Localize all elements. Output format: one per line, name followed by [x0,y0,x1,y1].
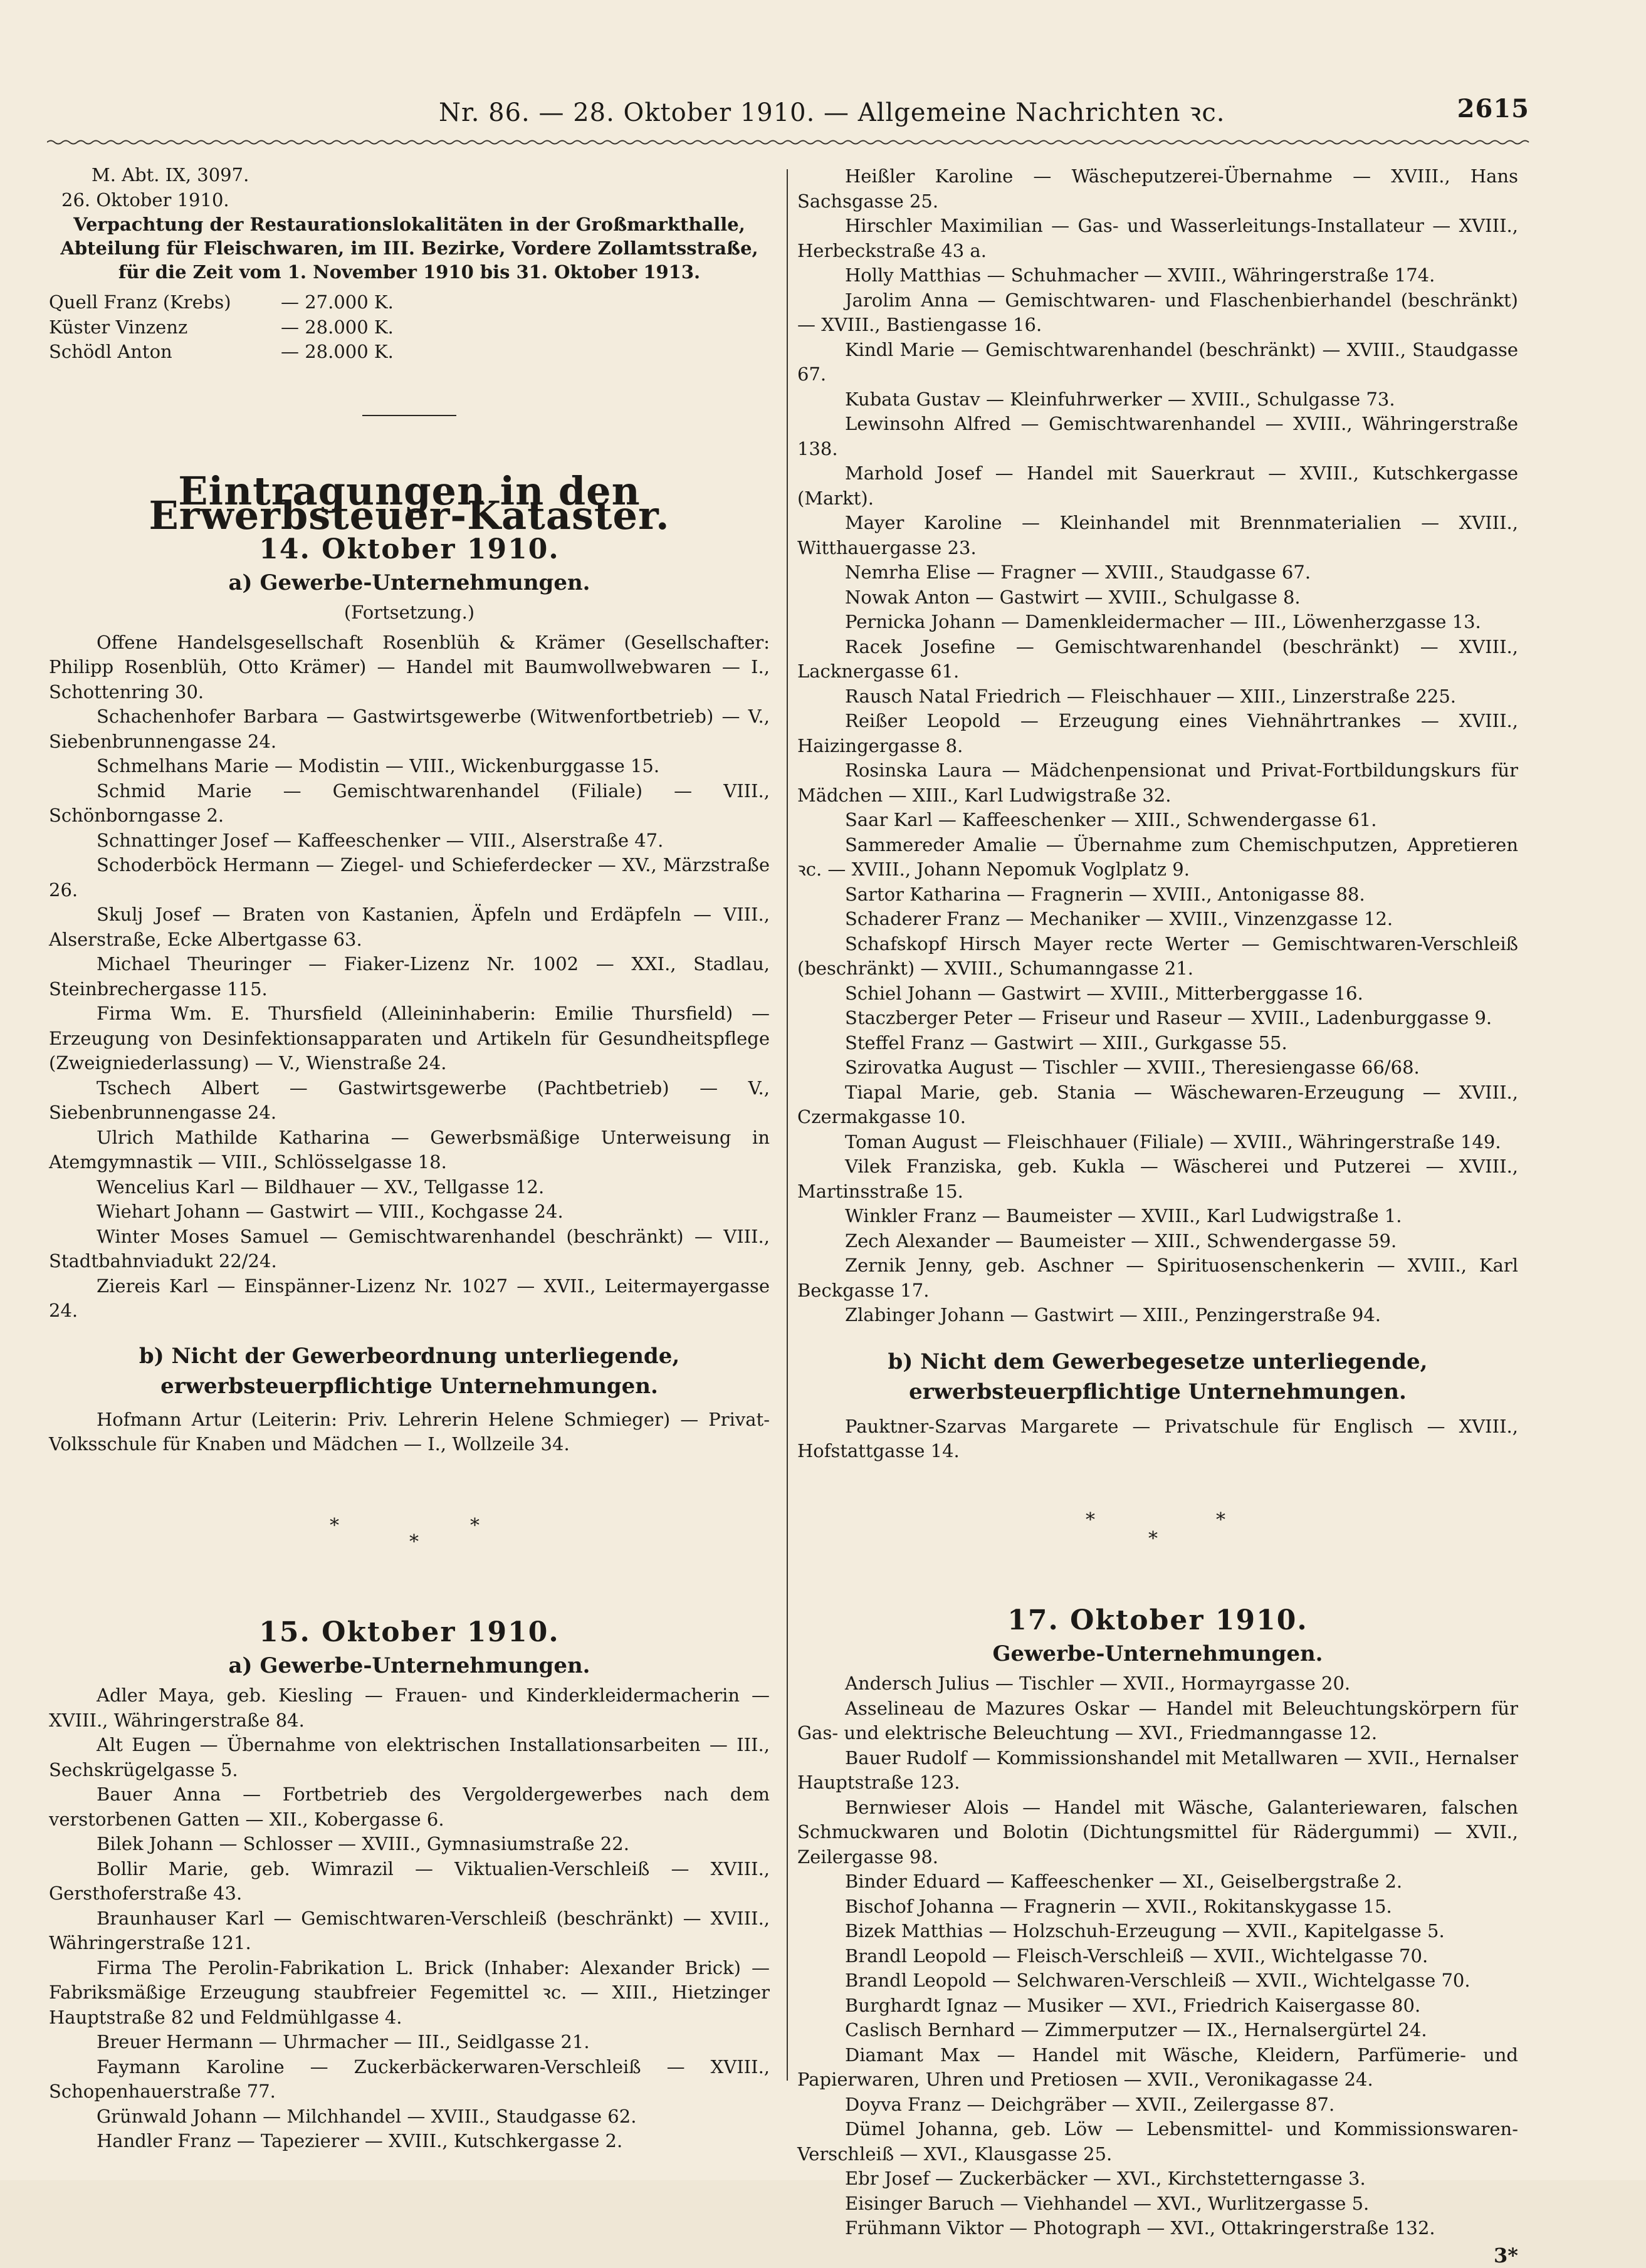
list-item: Toman August — Fleischhauer (Filiale) — XVIII., Währingerstraße 149. [797,1130,1518,1155]
date-heading-1: 14. Oktober 1910. [49,537,770,562]
list-item: Wencelius Karl — Bildhauer — XV., Tellgasse 12. [49,1175,770,1200]
list-item: Schnattinger Josef — Kaffeeschenker — VIII., Alserstraße 47. [49,828,770,854]
list-item: Frühmann Viktor — Photograph — XVI., Ottakringerstraße 132. [797,2216,1518,2241]
list-item: Bilek Johann — Schlosser — XVIII., Gymnasiumstraße 22. [49,1832,770,1857]
lease-row-price: — 28.000 K. [281,315,469,340]
list-item: Sammereder Amalie — Übernahme zum Chemischputzen, Appretieren ꝛc. — XVIII., Johann Nepomuk Voglplatz 9. [797,833,1518,882]
list-item: Andersch Julius — Tischler — XVII., Hormayrgasse 20. [797,1671,1518,1696]
list-item: Racek Josefine — Gemischtwarenhandel (beschränkt) — XVIII., Lacknergasse 61. [797,635,1518,684]
page-number: 2615 [1457,94,1529,123]
list-item: Tiapal Marie, geb. Stania — Wäschewaren-Erzeugung — XVIII., Czermakgasse 10. [797,1080,1518,1130]
list-item: Jarolim Anna — Gemischtwaren- und Flaschenbierhandel (beschränkt) — XVIII., Bastiengasse 16. [797,288,1518,338]
list-item: Marhold Josef — Handel mit Sauerkraut — XVIII., Kutschkergasse (Markt). [797,461,1518,511]
list-item: Ulrich Mathilde Katharina — Gewerbsmäßige Unterweisung in Atemgymnastik — VIII., Schlösselgasse 18. [49,1126,770,1175]
entries-a2-list [49,1683,770,2154]
section-a2-heading: a) Gewerbe-Unternehmungen. [49,1651,770,1681]
list-item: Schachenhofer Barbara — Gastwirtsgewerbe (Witwenfortbetrieb) — V., Siebenbrunnengasse 24. [49,704,770,754]
star: * [409,1530,419,1555]
entries-b-list [49,1408,770,1457]
separator-stars [49,1513,770,1551]
list-item: Nemrha Elise — Fragner — XVIII., Staudgasse 67. [797,560,1518,585]
reference-number: M. Abt. IX, 3097. [92,163,770,188]
list-item: Winkler Franz — Baumeister — XVIII., Karl Ludwigstraße 1. [797,1204,1518,1229]
list-item: Pernicka Johann — Damenkleidermacher — III., Löwenherzgasse 13. [797,610,1518,635]
list-item: Firma Wm. E. Thursfield (Alleininhaberin: Emilie Thursfield) — Erzeugung von Desinfektionsapparaten und Artikeln für Gesundheitspflege (Zweigniederlassung) — V., Wienstraße 24. [49,1001,770,1076]
lease-row-name: Küster Vinzenz [49,315,281,340]
lease-row-name: Quell Franz (Krebs) [49,290,281,315]
entries-a-list [49,630,770,1324]
section-b-heading: b) Nicht der Gewerbeordnung unterliegende, erwerbsteuerpflichtige Unternehmungen. [49,1341,770,1401]
list-item: Vilek Franziska, geb. Kukla — Wäscherei und Putzerei — XVIII., Martinsstraße 15. [797,1154,1518,1204]
list-item: Binder Eduard — Kaffeeschenker — XI., Geiselbergstraße 2. [797,1869,1518,1894]
list-item: Schafskopf Hirsch Mayer recte Werter — Gemischtwaren-Verschleiß (beschränkt) — XVIII., Schumanngasse 21. [797,932,1518,981]
list-item: Burghardt Ignaz — Musiker — XVI., Friedrich Kaisergasse 80. [797,1994,1518,2019]
star: * [1148,1527,1158,1552]
star: * [1086,1508,1095,1533]
list-item: Staczberger Peter — Friseur und Raseur — XVIII., Ladenburggasse 9. [797,1006,1518,1031]
date-heading-2: 15. Oktober 1910. [49,1620,770,1645]
reference-date: 26. Oktober 1910. [61,188,770,213]
entries-continued-list [797,164,1518,1328]
list-item: Eisinger Baruch — Viehhandel — XVI., Wurlitzergasse 5. [797,2192,1518,2217]
list-item: Bernwieser Alois — Handel mit Wäsche, Galanteriewaren, falschen Schmuckwaren und Bolotin (Dichtungsmittel für Rädergummi) — XVII., Zeilergasse 98. [797,1795,1518,1870]
column-divider [787,169,788,2081]
list-item: Ziereis Karl — Einspänner-Lizenz Nr. 1027 — XVII., Leitermayergasse 24. [49,1274,770,1324]
list-item: Hofmann Artur (Leiterin: Priv. Lehrerin Helene Schmieger) — Privat-Volksschule für Knaben und Mädchen — I., Wollzeile 34. [49,1408,770,1457]
list-item: Mayer Karoline — Kleinhandel mit Brennmaterialien — XVIII., Witthauergasse 23. [797,511,1518,560]
list-item: Bollir Marie, geb. Wimrazil — Viktualien-Verschleiß — XVIII., Gersthoferstraße 43. [49,1857,770,1906]
list-item: Breuer Hermann — Uhrmacher — III., Seidlgasse 21. [49,2030,770,2055]
list-item: Holly Matthias — Schuhmacher — XVIII., Währingerstraße 174. [797,263,1518,288]
list-item: Ebr Josef — Zuckerbäcker — XVI., Kirchstetterngasse 3. [797,2166,1518,2192]
list-item: Heißler Karoline — Wäscheputzerei-Übernahme — XVIII., Hans Sachsgasse 25. [797,164,1518,214]
list-item: Grünwald Johann — Milchhandel — XVIII., Staudgasse 62. [49,2104,770,2130]
list-item: Schiel Johann — Gastwirt — XVIII., Mitterberggasse 16. [797,981,1518,1006]
list-item: Dümel Johanna, geb. Löw — Lebensmittel- und Kommissionswaren-Verschleiß — XVI., Klausgasse 25. [797,2117,1518,2166]
list-item: Schmid Marie — Gemischtwarenhandel (Filiale) — VIII., Schönborngasse 2. [49,779,770,828]
lease-row-price: — 27.000 K. [281,290,469,315]
main-title: Eintragungen in den Erwerbsteuer-Kataster. [49,479,770,528]
header-rule [47,138,1533,147]
list-item: Bizek Matthias — Holzschuh-Erzeugung — XVII., Kapitelgasse 5. [797,1919,1518,1944]
list-item: Adler Maya, geb. Kiesling — Frauen- und Kinderkleidermacherin — XVIII., Währingerstraße 84. [49,1683,770,1733]
list-item: Brandl Leopold — Fleisch-Verschleiß — XVII., Wichtelgasse 70. [797,1944,1518,1969]
list-item: Pauktner-Szarvas Margarete — Privatschule für Englisch — XVIII., Hofstattgasse 14. [797,1414,1518,1464]
list-item: Bischof Johanna — Fragnerin — XVII., Rokitanskygasse 15. [797,1894,1518,1920]
header-title: Nr. 86. — 28. Oktober 1910. — Allgemeine Nachrichten ꝛc. [439,94,1225,128]
list-item: Steffel Franz — Gastwirt — XIII., Gurkgasse 55. [797,1031,1518,1056]
list-item: Asselineau de Mazures Oskar — Handel mit Beleuchtungskörpern für Gas- und elektrische Beleuchtung — XVI., Friedmanngasse 12. [797,1696,1518,1746]
list-item: Skulj Josef — Braten von Kastanien, Äpfeln und Erdäpfeln — VIII., Alserstraße, Ecke Albertgasse 63. [49,902,770,952]
list-item: Alt Eugen — Übernahme von elektrischen Installationsarbeiten — III., Sechskrügelgasse 5. [49,1733,770,1782]
lease-row [49,290,770,315]
list-item: Zlabinger Johann — Gastwirt — XIII., Penzingerstraße 94. [797,1303,1518,1328]
entries-a3-list [797,1671,1518,2241]
left-column [49,163,770,2154]
section-a-heading: a) Gewerbe-Unternehmungen. [49,568,770,598]
list-item: Bauer Rudolf — Kommissionshandel mit Metallwaren — XVII., Hernalser Hauptstraße 123. [797,1746,1518,1795]
list-item: Kindl Marie — Gemischtwarenhandel (beschränkt) — XVIII., Staudgasse 67. [797,338,1518,387]
lease-row-price: — 28.000 K. [281,340,469,365]
lease-table [49,290,770,365]
list-item: Zernik Jenny, geb. Aschner — Spirituosenschenkerin — XVIII., Karl Beckgasse 17. [797,1253,1518,1303]
section-rule [362,415,456,416]
list-item: Kubata Gustav — Kleinfuhrwerker — XVIII., Schulgasse 73. [797,387,1518,412]
list-item: Zech Alexander — Baumeister — XIII., Schwendergasse 59. [797,1229,1518,1254]
date-heading-3: 17. Oktober 1910. [797,1608,1518,1633]
entries-b-right-list [797,1414,1518,1464]
list-item: Tschech Albert — Gastwirtsgewerbe (Pachtbetrieb) — V., Siebenbrunnengasse 24. [49,1076,770,1126]
section-a3-heading: Gewerbe-Unternehmungen. [797,1639,1518,1669]
list-item: Schaderer Franz — Mechaniker — XVIII., Vinzenzgasse 12. [797,907,1518,932]
list-item: Wiehart Johann — Gastwirt — VIII., Kochgasse 24. [49,1199,770,1225]
list-item: Schoderböck Hermann — Ziegel- und Schieferdecker — XV., Märzstraße 26. [49,853,770,902]
list-item: Lewinsohn Alfred — Gemischtwarenhandel — XVIII., Währingerstraße 138. [797,412,1518,461]
right-column [797,164,1518,2268]
lease-row [49,315,770,340]
star: * [1216,1508,1225,1533]
list-item: Caslisch Bernhard — Zimmerputzer — IX., Hernalsergürtel 24. [797,2018,1518,2043]
page-header [351,94,1529,132]
list-item: Firma The Perolin-Fabrikation L. Brick (Inhaber: Alexander Brick) — Fabriksmäßige Erzeugung staubfreier Fegemittel ꝛc. — XIII., Hietzinger Hauptstraße 82 und Feldmühlgasse 4. [49,1956,770,2030]
list-item: Szirovatka August — Tischler — XVIII., Theresiengasse 66/68. [797,1055,1518,1080]
list-item: Saar Karl — Kaffeeschenker — XIII., Schwendergasse 61. [797,808,1518,833]
list-item: Reißer Leopold — Erzeugung eines Viehnährtrankes — XVIII., Haizingergasse 8. [797,709,1518,758]
lease-row [49,340,770,365]
list-item: Doyva Franz — Deichgräber — XVII., Zeilergasse 87. [797,2093,1518,2118]
star: * [470,1513,480,1539]
list-item: Handler Franz — Tapezierer — XVIII., Kutschkergasse 2. [49,2129,770,2154]
sheet-mark: 3* [797,2244,1518,2268]
section-b-heading-right: b) Nicht dem Gewerbegesetze unterliegende, erwerbsteuerpflichtige Unternehmungen. [797,1347,1518,1407]
separator-stars-right [797,1508,1518,1545]
list-item: Rausch Natal Friedrich — Fleischhauer — XIII., Linzerstraße 225. [797,684,1518,709]
lease-row-name: Schödl Anton [49,340,281,365]
list-item: Schmelhans Marie — Modistin — VIII., Wickenburggasse 15. [49,754,770,779]
list-item: Sartor Katharina — Fragnerin — XVIII., Antonigasse 88. [797,882,1518,907]
lease-title: Verpachtung der Restaurationslokalitäten in der Großmarkthalle, Abteilung für Fleischwaren, im III. Bezirke, Vordere Zollamtsstraße, für die Zeit vom 1. November 1910 bis 31. Oktober 1913. [49,212,770,284]
list-item: Nowak Anton — Gastwirt — XVIII., Schulgasse 8. [797,585,1518,610]
star: * [330,1513,339,1539]
list-item: Braunhauser Karl — Gemischtwaren-Verschleiß (beschränkt) — XVIII., Währingerstraße 121. [49,1906,770,1956]
list-item: Winter Moses Samuel — Gemischtwarenhandel (beschränkt) — VIII., Stadtbahnviadukt 22/24. [49,1225,770,1274]
list-item: Offene Handelsgesellschaft Rosenblüh & Krämer (Gesellschafter: Philipp Rosenblüh, Otto Krämer) — Handel mit Baumwollwebwaren — I., Schottenring 30. [49,630,770,705]
list-item: Brandl Leopold — Selchwaren-Verschleiß — XVII., Wichtelgasse 70. [797,1968,1518,1994]
list-item: Diamant Max — Handel mit Wäsche, Kleidern, Parfümerie- und Papierwaren, Uhren und Pretiosen — XVII., Veronikagasse 24. [797,2043,1518,2093]
list-item: Faymann Karoline — Zuckerbäckerwaren-Verschleiß — XVIII., Schopenhauerstraße 77. [49,2055,770,2104]
list-item: Rosinska Laura — Mädchenpensionat und Privat-Fortbildungskurs für Mädchen — XIII., Karl Ludwigstraße 32. [797,758,1518,808]
list-item: Bauer Anna — Fortbetrieb des Vergoldergewerbes nach dem verstorbenen Gatten — XII., Kobergasse 6. [49,1782,770,1832]
list-item: Hirschler Maximilian — Gas- und Wasserleitungs-Installateur — XVIII., Herbeckstraße 43 a. [797,214,1518,263]
section-a-continuation: (Fortsetzung.) [49,600,770,625]
list-item: Michael Theuringer — Fiaker-Lizenz Nr. 1002 — XXI., Stadlau, Steinbrechergasse 115. [49,952,770,1001]
